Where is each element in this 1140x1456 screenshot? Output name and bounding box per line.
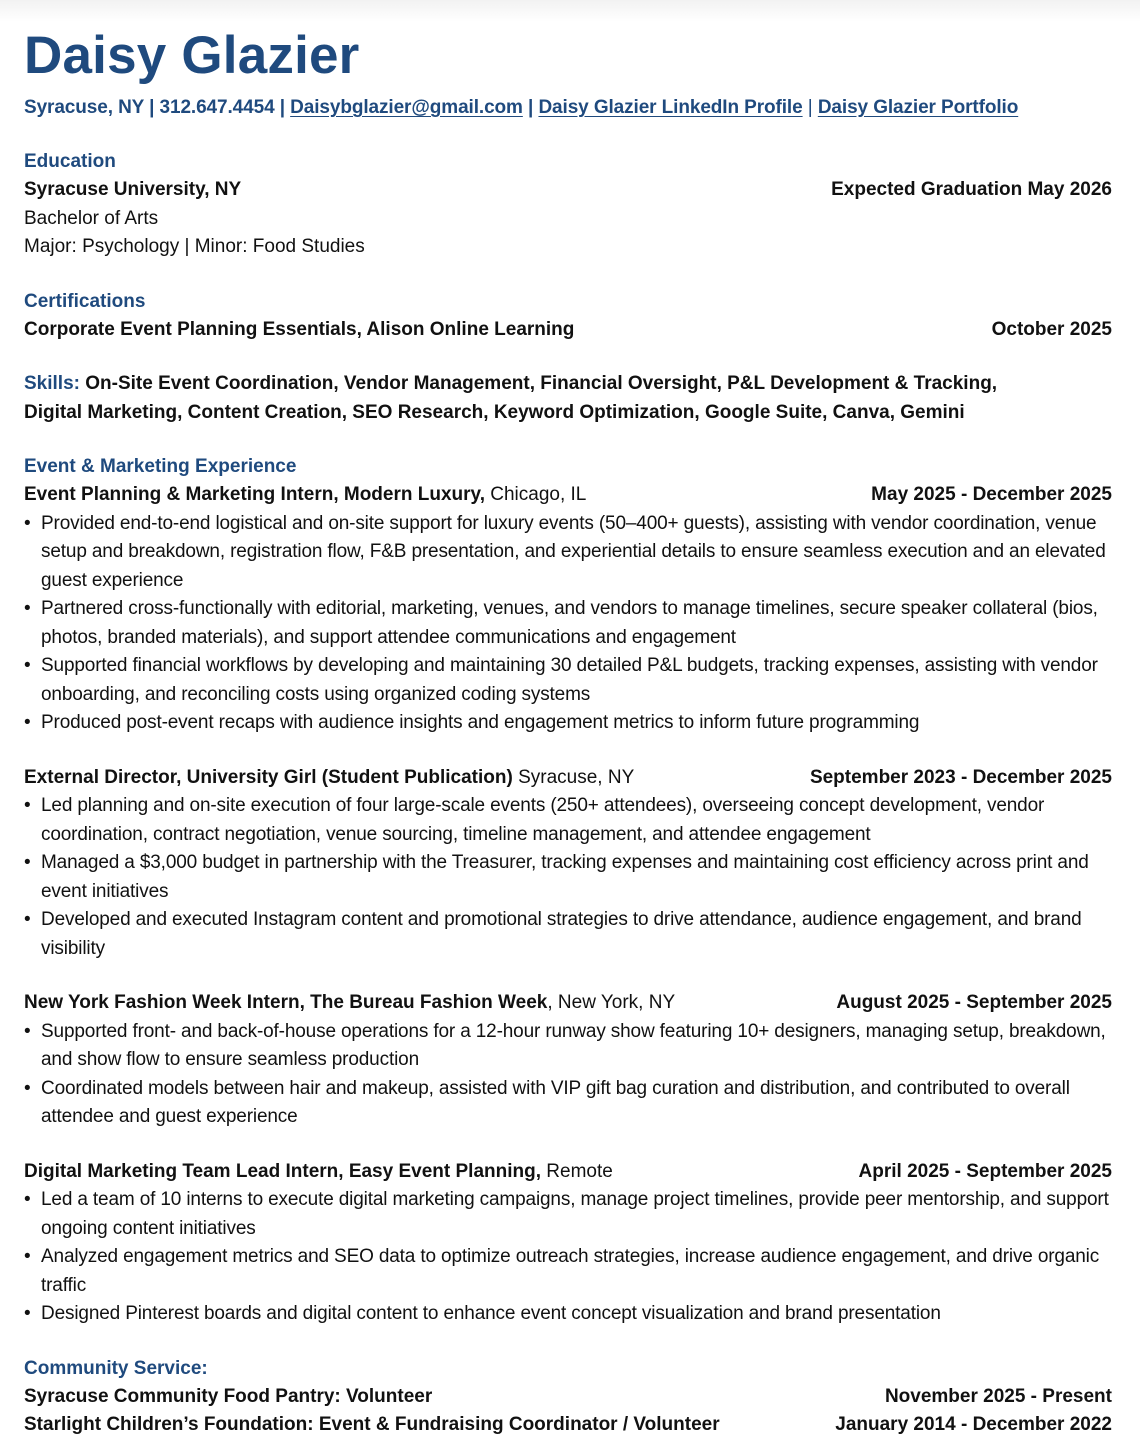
contact-separator: | <box>807 97 813 118</box>
email-link[interactable]: Daisybglazier@gmail.com <box>290 97 523 118</box>
bullet-item: • Led planning and on-site execution of four large-scale events (250+ attendees), overseeing concept development, vendor coordination, contract negotiation, venue sourcing, timeline management, and attendee engagement <box>24 792 1112 849</box>
bullet-item: • Provided end-to-end logistical and on-site support for luxury events (50–400+ guests), assisting with vendor coordination, venue setup and breakdown, registration flow, F&B presentation, and experiential details to ensure seamless execution and an elevated guest experience <box>24 510 1112 596</box>
education-row <box>24 176 1112 205</box>
certification-name: Corporate Event Planning Essentials, Alison Online Learning <box>24 318 575 340</box>
community-date: January 2014 - December 2022 <box>835 1414 1112 1435</box>
job-header <box>24 764 1112 793</box>
experience-section <box>24 453 1112 1329</box>
bullet-item: • Supported financial workflows by developing and maintaining 30 detailed P&L budgets, tracking expenses, assisting with vendor onboarding, and reconciling costs using organized coding systems <box>24 652 1112 709</box>
bullet-item: • Coordinated models between hair and makeup, assisted with VIP gift bag curation and distribution, and contributed to overall attendee and guest experience <box>24 1075 1112 1132</box>
bullet-item: • Designed Pinterest boards and digital content to enhance event concept visualization and brand presentation <box>24 1300 1112 1329</box>
job-date: September 2023 - December 2025 <box>809 766 1112 788</box>
job-entry <box>24 764 1112 964</box>
bullet-item: • Developed and executed Instagram content and promotional strategies to drive attendance, audience engagement, and brand visibility <box>24 906 1112 963</box>
job-role: Event Planning & Marketing Intern, Modern Luxury, <box>24 484 485 505</box>
job-header <box>24 989 1112 1018</box>
contact-separator: | <box>279 97 285 118</box>
community-date: November 2025 - Present <box>884 1385 1112 1407</box>
job-entry <box>24 989 1112 1132</box>
contact-separator: | <box>149 97 155 118</box>
bullet-item: • Managed a $3,000 budget in partnership with the Treasurer, tracking expenses and maintaining cost efficiency across print and event initiatives <box>24 849 1112 906</box>
linkedin-link[interactable]: Daisy Glazier LinkedIn Profile <box>538 97 803 118</box>
bullet-item: • Analyzed engagement metrics and SEO data to optimize outreach strategies, increase audience engagement, and drive organic traffic <box>24 1243 1112 1300</box>
job-header <box>24 1158 1112 1187</box>
graduation-date: Expected Graduation May 2026 <box>831 179 1112 200</box>
community-section <box>24 1355 1112 1440</box>
job-bullets <box>24 1018 1112 1132</box>
bullet-item: • Supported front- and back-of-house operations for a 12-hour runway show featuring 10+ designers, managing setup, breakdown, and show flow to ensure seamless production <box>24 1018 1112 1075</box>
community-row <box>24 1411 1112 1440</box>
contact-phone: 312.647.4454 <box>159 97 275 118</box>
contact-line <box>24 94 1112 122</box>
job-location: Remote <box>541 1160 613 1182</box>
candidate-name: Daisy Glazier <box>24 26 360 85</box>
community-role: Syracuse Community Food Pantry: Volunteer <box>24 1385 433 1407</box>
section-title: Event & Marketing Experience <box>24 456 297 477</box>
resume-page <box>24 22 1112 1440</box>
skills-section <box>24 370 1112 427</box>
school-name: Syracuse University, NY <box>24 179 242 200</box>
section-title: Certifications <box>24 290 146 312</box>
skills-line-1 <box>24 370 1112 399</box>
job-location: Syracuse, NY <box>512 766 635 788</box>
job-role: External Director, University Girl (Student Publication) <box>24 766 513 788</box>
job-date: April 2025 - September 2025 <box>858 1160 1112 1182</box>
education-section <box>24 148 1112 262</box>
bullet-item: • Partnered cross-functionally with editorial, marketing, venues, and vendors to manage timelines, secure speaker collateral (bios, photos, branded materials), and support attendee communications and engagement <box>24 595 1112 652</box>
certification-row <box>24 316 1112 345</box>
job-entry <box>24 481 1112 738</box>
bullet-item: • Produced post-event recaps with audience insights and engagement metrics to inform future programming <box>24 709 1112 738</box>
portfolio-link[interactable]: Daisy Glazier Portfolio <box>817 97 1019 118</box>
contact-location: Syracuse, NY <box>24 97 144 118</box>
bullet-item: • Led a team of 10 interns to execute digital marketing campaigns, manage project timelines, provide peer mentorship, and support ongoing content initiatives <box>24 1186 1112 1243</box>
section-title: Education <box>24 151 116 172</box>
page-top-shadow <box>0 0 1140 22</box>
job-date: August 2025 - September 2025 <box>836 992 1112 1013</box>
job-role: Digital Marketing Team Lead Intern, Easy Event Planning, <box>24 1160 541 1182</box>
job-entry <box>24 1158 1112 1329</box>
skills-label: Skills: <box>24 373 80 394</box>
degree: Bachelor of Arts <box>24 207 159 229</box>
contact-separator: | <box>528 97 534 118</box>
job-header <box>24 481 1112 510</box>
job-role: New York Fashion Week Intern, The Bureau Fashion Week <box>24 992 548 1013</box>
job-date: May 2025 - December 2025 <box>871 484 1112 505</box>
job-bullets <box>24 792 1112 963</box>
community-row <box>24 1383 1112 1412</box>
certifications-section <box>24 288 1112 345</box>
job-bullets <box>24 510 1112 738</box>
community-role: Starlight Children’s Foundation: Event & Fundraising Coordinator / Volunteer <box>24 1414 720 1435</box>
job-location: Chicago, IL <box>484 484 587 505</box>
skills-list-2: Digital Marketing, Content Creation, SEO Research, Keyword Optimization, Google Suite, Canva, Gemini <box>24 401 965 423</box>
section-title: Community Service: <box>24 1357 208 1379</box>
certification-date: October 2025 <box>991 318 1112 340</box>
major-minor: Major: Psychology | Minor: Food Studies <box>24 236 365 257</box>
skills-list-1: On-Site Event Coordination, Vendor Management, Financial Oversight, P&L Development & Tracking, <box>85 373 998 394</box>
job-location: , New York, NY <box>547 992 676 1013</box>
job-bullets <box>24 1186 1112 1329</box>
